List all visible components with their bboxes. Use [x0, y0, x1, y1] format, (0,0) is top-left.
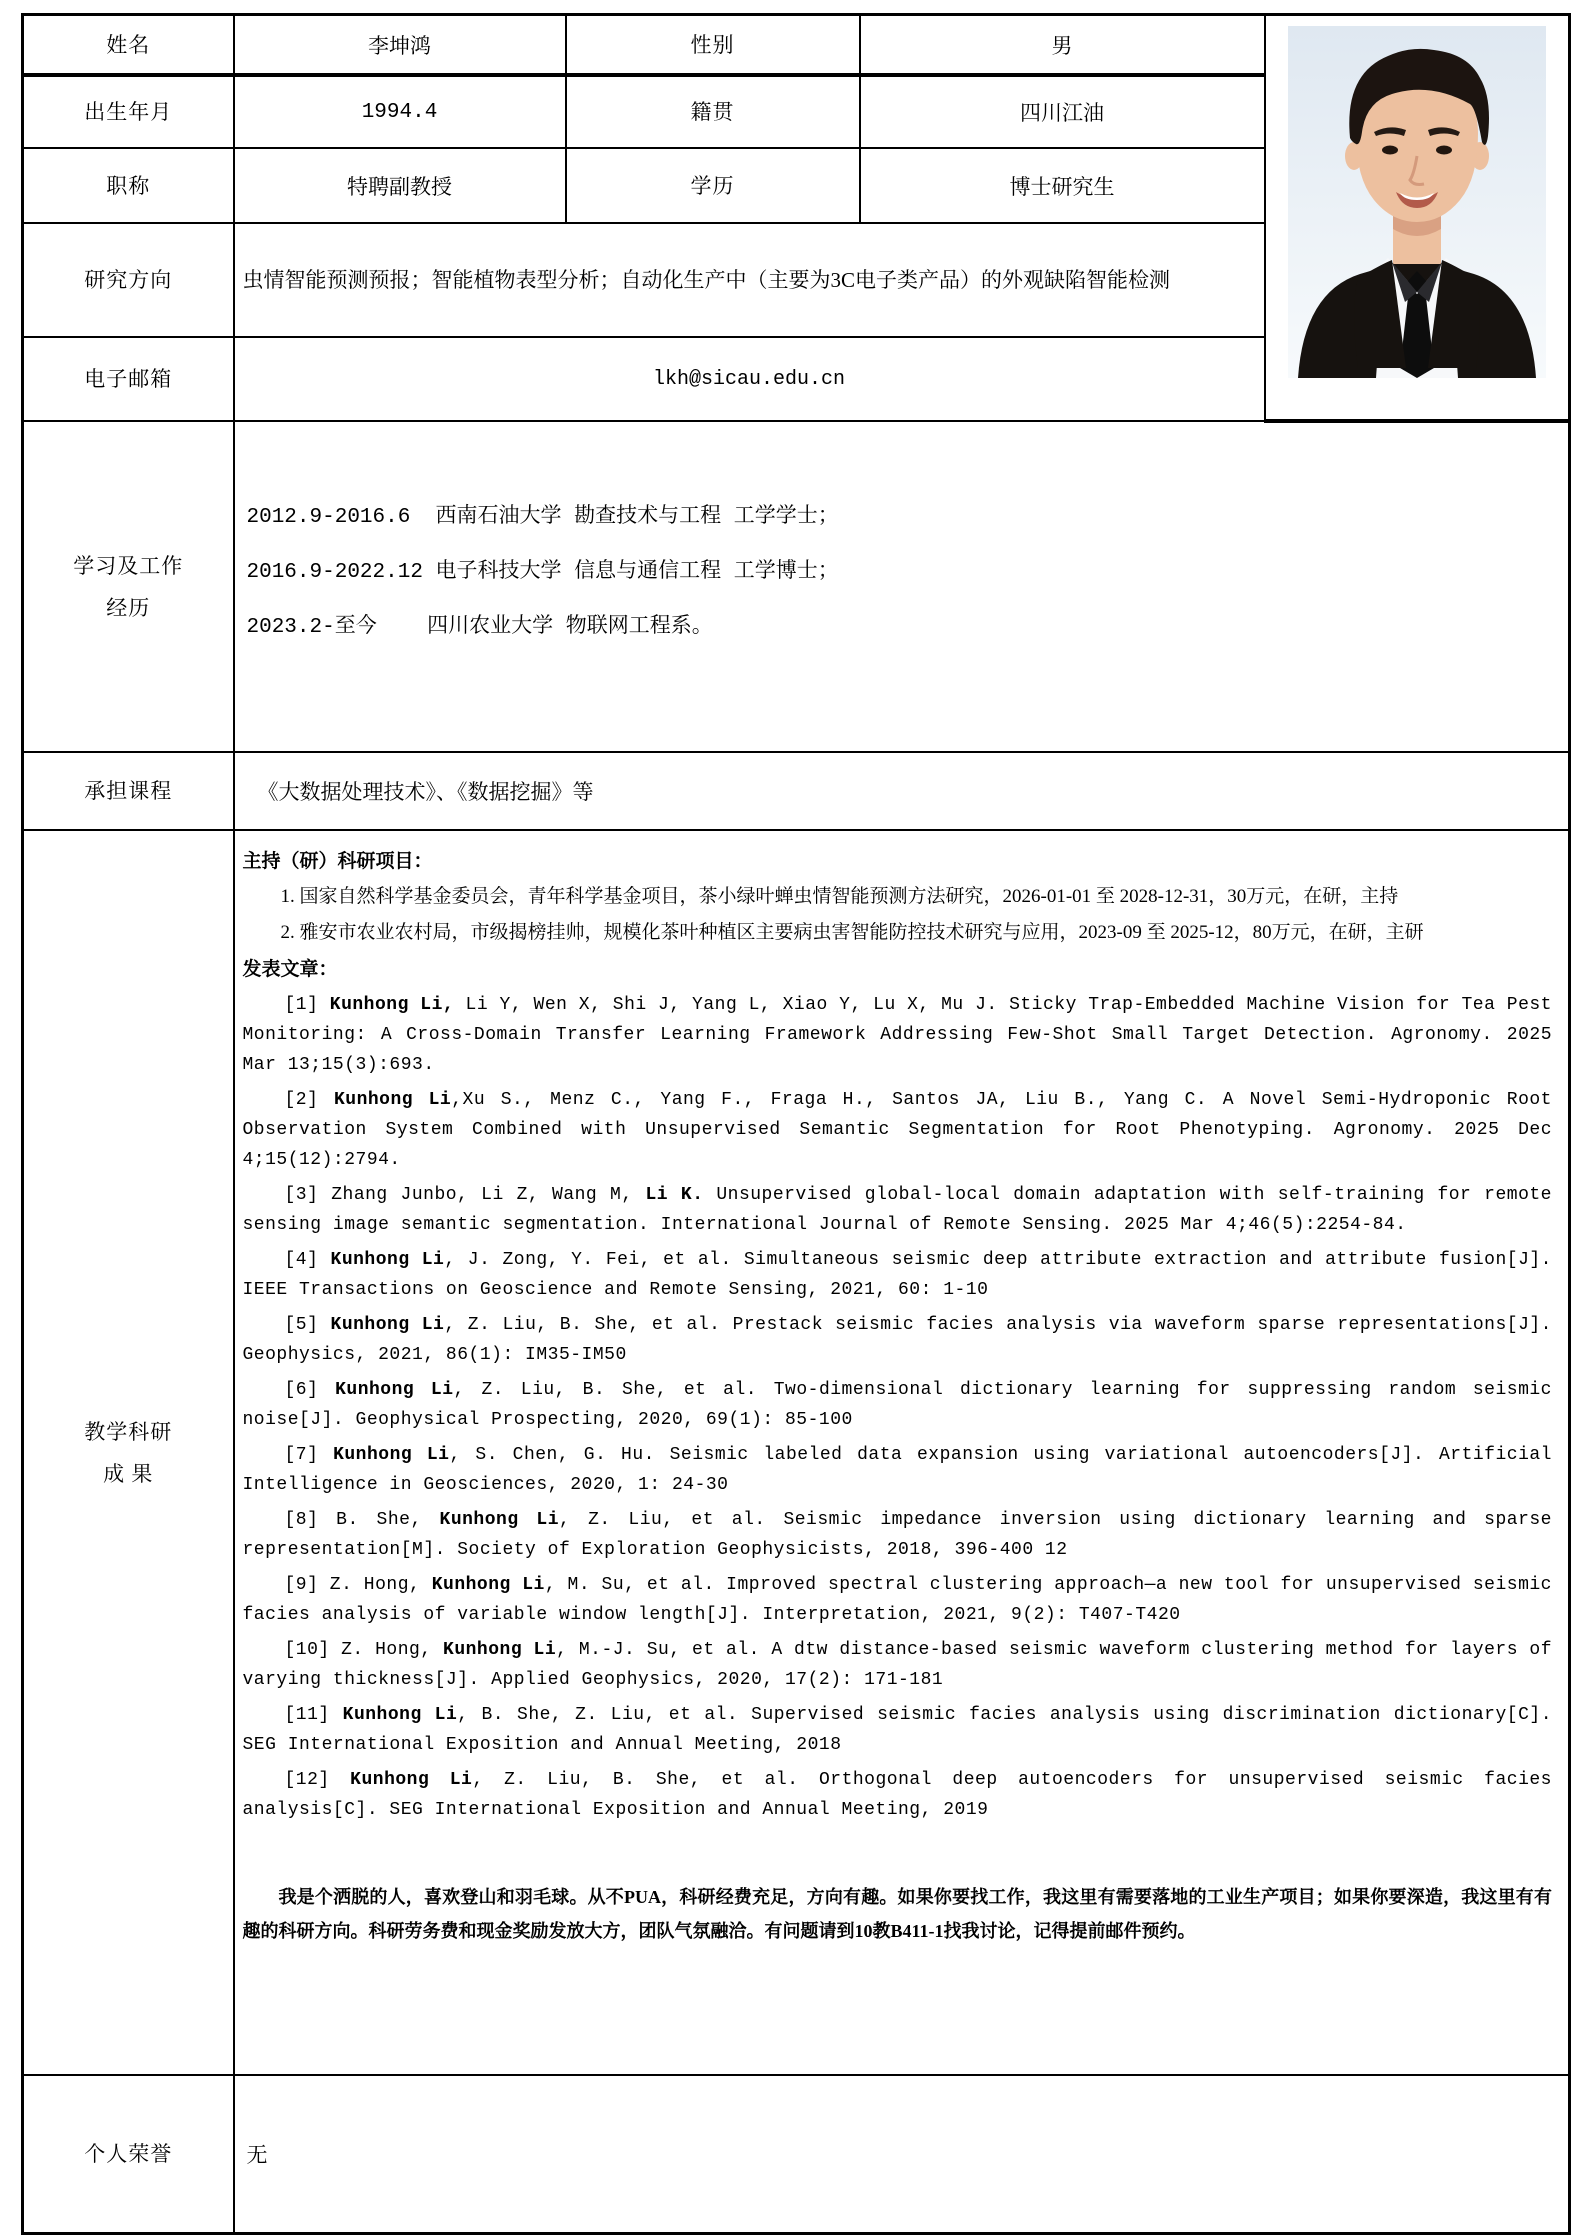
name-value: 李坤鸿 — [234, 15, 566, 76]
achievements-label — [23, 830, 234, 2075]
project-item: 1. 国家自然科学基金委员会，青年科学基金项目，茶小绿叶蝉虫情智能预测方法研究，2026-01-01 至 2028-12-31，30万元，在研，主持 — [280, 886, 1399, 907]
research-label: 研究方向 — [23, 223, 234, 337]
publication-item: [8] B. She, Kunhong Li, Z. Liu, et al. Seismic impedance inversion using dictionary learning and sparse representation[M]. Society of Exploration Geophysicists, 2018, 396-400 12 — [242, 1510, 1552, 1560]
eye-right — [1436, 146, 1452, 155]
portrait-photo — [1288, 26, 1546, 378]
publication-item: [10] Z. Hong, Kunhong Li, M.-J. Su, et al. A dtw distance-based seismic waveform clustering method for layers of varying thickness[J]. Applied Geophysics, 2020, 17(2): 171-181 — [242, 1640, 1552, 1690]
name-label: 姓名 — [23, 15, 234, 76]
native-label: 籍贯 — [566, 75, 860, 148]
courses-value: 《大数据处理技术》、《数据挖掘》等 — [234, 752, 1570, 830]
row-courses — [23, 752, 1570, 830]
gender-value: 男 — [860, 15, 1265, 76]
publication-item: [7] Kunhong Li, S. Chen, G. Hu. Seismic labeled data expansion using variational autoencoders[J]. Artificial Intelligence in Geosciences, 2020, 1: 24-30 — [242, 1445, 1552, 1495]
honors-label: 个人荣誉 — [23, 2075, 234, 2234]
experience-line: 2012.9-2016.6 西南石油大学 勘查技术与工程 工学学士； — [246, 505, 839, 529]
publication-item: [3] Zhang Junbo, Li Z, Wang M, Li K. Unsupervised global-local domain adaptation with self-training for remote sensing image semantic segmentation. International Journal of Remote Sensing. 2025 Mar 4;46(5):2254-84. — [242, 1185, 1552, 1235]
title-value: 特聘副教授 — [234, 148, 566, 223]
experience-line: 2016.9-2022.12 电子科技大学 信息与通信工程 工学博士； — [246, 560, 839, 584]
personal-statement: 我是个洒脱的人，喜欢登山和羽毛球。从不PUA，科研经费充足，方向有趣。如果你要找工作，我这里有需要落地的工业生产项目；如果你要深造，我这里有有趣的科研方向。科研劳务费和现金奖励发放大方，团队气氛融洽。有问题请到10教B411-1找我讨论，记得提前邮件预约。 — [242, 1887, 1552, 1941]
publication-item: [9] Z. Hong, Kunhong Li, M. Su, et al. Improved spectral clustering approach—a new tool for unsupervised seismic facies analysis of variable window length[J]. Interpretation, 2021, 9(2): T407-T420 — [242, 1575, 1552, 1625]
publication-item: [11] Kunhong Li, B. She, Z. Liu, et al. Supervised seismic facies analysis using discrimination dictionary[C]. SEG International Exposition and Annual Meeting, 2018 — [242, 1705, 1552, 1755]
degree-value: 博士研究生 — [860, 148, 1265, 223]
research-value: 虫情智能预测预报；智能植物表型分析；自动化生产中（主要为3C电子类产品）的外观缺陷智能检测 — [234, 223, 1265, 337]
courses-label: 承担课程 — [23, 752, 234, 830]
publication-item: [6] Kunhong Li, Z. Liu, B. She, et al. Two-dimensional dictionary learning for suppressing random seismic noise[J]. Geophysical Prospecting, 2020, 69(1): 85-100 — [242, 1380, 1552, 1430]
achievements-label-line1: 教学科研 — [84, 1419, 173, 1444]
projects-header: 主持（研）科研项目： — [242, 851, 433, 872]
email-value: lkh@sicau.edu.cn — [234, 337, 1265, 421]
row-name-gender — [23, 15, 1570, 76]
experience-content — [234, 421, 1570, 752]
native-value: 四川江油 — [860, 75, 1265, 148]
publication-item: [1] Kunhong Li, Li Y, Wen X, Shi J, Yang L, Xiao Y, Lu X, Mu J. Sticky Trap-Embedded Machine Vision for Tea Pest Monitoring: A Cross-Domain Transfer Learning Framework Addressing Few-Shot Small Target Detection. Agronomy. 2025 Mar 13;15(3):693. — [242, 995, 1552, 1075]
experience-label-line1: 学习及工作 — [73, 553, 184, 578]
resume-document — [21, 13, 1571, 2235]
experience-line: 2023.2-至今 四川农业大学 物联网工程系。 — [246, 615, 713, 639]
publications-header: 发表文章： — [242, 959, 338, 980]
publication-item: [2] Kunhong Li,Xu S., Menz C., Yang F., Fraga H., Santos JA, Liu B., Yang C. A Novel Semi-Hydroponic Root Observation System Combined with Unsupervised Semantic Segmentation for Root Phenotyping. Agronomy. 2025 Dec 4;15(12):2794. — [242, 1090, 1552, 1170]
gender-label: 性别 — [566, 15, 860, 76]
publication-item: [12] Kunhong Li, Z. Liu, B. She, et al. Orthogonal deep autoencoders for unsupervised seismic facies analysis[C]. SEG International Exposition and Annual Meeting, 2019 — [242, 1770, 1552, 1820]
email-label: 电子邮箱 — [23, 337, 234, 421]
publication-item: [4] Kunhong Li, J. Zong, Y. Fei, et al. Simultaneous seismic deep attribute extraction and attribute fusion[J]. IEEE Transactions on Geoscience and Remote Sensing, 2021, 60: 1-10 — [242, 1250, 1552, 1300]
experience-label-line2: 经历 — [106, 595, 151, 620]
eye-left — [1382, 146, 1398, 155]
experience-label — [23, 421, 234, 752]
achievements-label-line2: 成 果 — [103, 1461, 154, 1486]
birth-value: 1994.4 — [234, 75, 566, 148]
project-item: 2. 雅安市农业农村局，市级揭榜挂帅，规模化茶叶种植区主要病虫害智能防控技术研究与应用，2023-09 至 2025-12，80万元，在研，主研 — [280, 922, 1424, 943]
row-honors — [23, 2075, 1570, 2234]
degree-label: 学历 — [566, 148, 860, 223]
resume-table — [21, 13, 1571, 2235]
publication-item: [5] Kunhong Li, Z. Liu, B. She, et al. Prestack seismic facies analysis via waveform sparse representations[J]. Geophysics, 2021, 86(1): IM35-IM50 — [242, 1315, 1552, 1365]
title-label: 职称 — [23, 148, 234, 223]
photo-cell — [1265, 15, 1570, 422]
row-experience — [23, 421, 1570, 752]
birth-label: 出生年月 — [23, 75, 234, 148]
row-achievements — [23, 830, 1570, 2075]
honors-value: 无 — [234, 2075, 1570, 2234]
achievements-content — [234, 830, 1570, 2075]
